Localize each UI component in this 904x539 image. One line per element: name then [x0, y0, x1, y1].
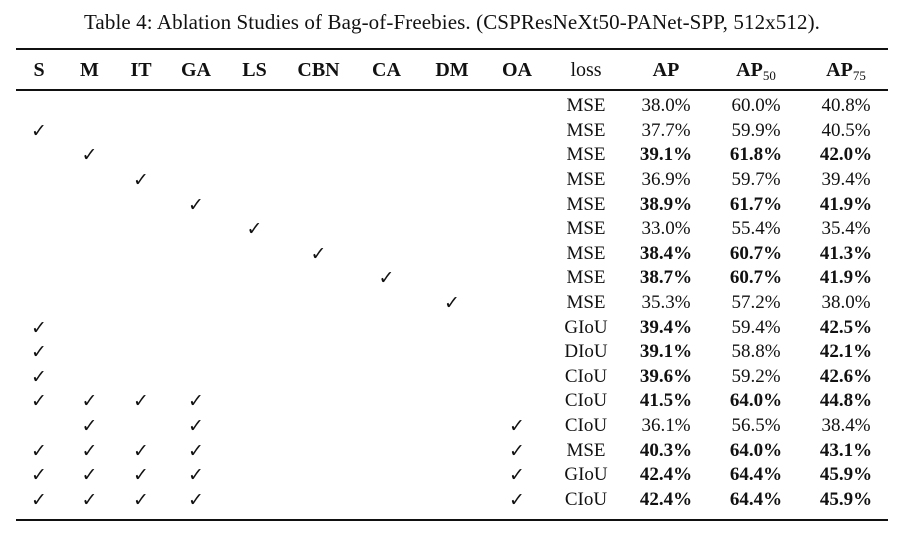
cell-ca-check — [355, 242, 418, 267]
cell-loss: MSE — [566, 169, 606, 191]
cell-ga-check — [165, 365, 227, 390]
cell-dm-check — [418, 192, 486, 217]
cell-ca-check — [355, 463, 418, 488]
cell-dm-check — [418, 242, 486, 267]
cell-ga-check — [165, 291, 227, 316]
cell-dm-check — [418, 389, 486, 414]
cell-ap50: 61.7% — [729, 193, 783, 215]
cell-loss: MSE — [566, 119, 606, 141]
cell-ca-check — [355, 315, 418, 340]
cell-m-check — [62, 291, 117, 316]
cell-it-check — [117, 143, 165, 168]
cell-ap75: 43.1% — [819, 439, 873, 461]
cell-s-check — [16, 87, 62, 119]
cell-ap75: 38.4% — [821, 415, 871, 437]
cell-oa-check — [486, 242, 548, 267]
cell-ga-check — [165, 217, 227, 242]
col-header-dm: DM — [435, 58, 469, 81]
cell-ap75: 41.9% — [819, 193, 873, 215]
cell-ca-check — [355, 119, 418, 144]
cell-m-check — [62, 365, 117, 390]
cell-ap75: 40.8% — [821, 95, 871, 117]
cell-s-check — [16, 217, 62, 242]
cell-m-check — [62, 315, 117, 340]
top-rule — [16, 48, 888, 50]
cell-loss: CIoU — [564, 390, 608, 412]
cell-ap75: 38.0% — [821, 292, 871, 314]
cell-s-check: ✓ — [31, 365, 47, 388]
cell-ls-check — [227, 242, 282, 267]
cell-ap: 39.1% — [639, 144, 693, 166]
cell-ap50: 60.7% — [729, 242, 783, 264]
cell-it-check: ✓ — [133, 390, 149, 413]
cell-m-check: ✓ — [81, 415, 98, 438]
cell-ap: 36.1% — [641, 415, 691, 437]
cell-ap50: 61.8% — [729, 144, 783, 166]
cell-loss: GIoU — [564, 464, 608, 486]
table-row — [16, 266, 888, 291]
cell-m-check — [62, 340, 117, 365]
cell-ap50: 64.0% — [729, 390, 783, 412]
cell-dm-check — [418, 463, 486, 488]
col-header-loss: loss — [570, 58, 602, 81]
cell-m-check — [62, 87, 117, 119]
cell-s-check: ✓ — [31, 390, 47, 413]
cell-s-check: ✓ — [31, 119, 47, 142]
table-row — [16, 119, 888, 144]
cell-it-check — [117, 217, 165, 242]
cell-ap: 38.0% — [641, 95, 691, 117]
cell-oa-check — [486, 192, 548, 217]
cell-ls-check — [227, 438, 282, 463]
cell-it-check — [117, 192, 165, 217]
cell-ap75: 45.9% — [819, 488, 873, 510]
table-row — [16, 168, 888, 193]
cell-ap50: 59.2% — [731, 365, 781, 387]
cell-ga-check — [165, 168, 227, 193]
cell-ap50: 60.7% — [729, 267, 783, 289]
cell-ca-check — [355, 340, 418, 365]
table-row — [16, 217, 888, 242]
cell-ga-check: ✓ — [188, 193, 204, 216]
cell-ap75: 42.1% — [819, 341, 873, 363]
cell-oa-check — [486, 143, 548, 168]
cell-m-check — [62, 266, 117, 291]
cell-cbn-check: ✓ — [310, 242, 327, 265]
cell-ap: 38.7% — [639, 267, 693, 289]
cell-m-check: ✓ — [81, 464, 98, 487]
cell-ga-check — [165, 143, 227, 168]
cell-ap: 41.5% — [639, 390, 693, 412]
cell-ga-check: ✓ — [188, 464, 204, 487]
cell-dm-check — [418, 266, 486, 291]
cell-dm-check — [418, 488, 486, 513]
cell-ap: 37.7% — [641, 119, 691, 141]
cell-ca-check — [355, 192, 418, 217]
cell-ls-check — [227, 192, 282, 217]
cell-ap50: 59.9% — [731, 119, 781, 141]
cell-m-check — [62, 168, 117, 193]
col-header-ca: CA — [372, 58, 401, 81]
cell-dm-check — [418, 315, 486, 340]
table-row — [16, 488, 888, 513]
cell-it-check: ✓ — [133, 439, 149, 462]
cell-ap75: 39.4% — [821, 169, 871, 191]
cell-ap50: 64.0% — [729, 439, 783, 461]
cell-s-check: ✓ — [31, 464, 47, 487]
cell-s-check: ✓ — [31, 341, 47, 364]
cell-oa-check — [486, 340, 548, 365]
table-caption: Table 4: Ablation Studies of Bag-of-Freebies. (CSPResNeXt50-PANet-SPP, 512x512). — [83, 10, 821, 34]
cell-ap50: 59.4% — [731, 316, 781, 338]
cell-ap: 40.3% — [639, 439, 693, 461]
cell-dm-check — [418, 168, 486, 193]
cell-m-check — [62, 217, 117, 242]
cell-s-check — [16, 291, 62, 316]
cell-ga-check — [165, 87, 227, 119]
header-row — [16, 53, 888, 87]
cell-ga-check: ✓ — [188, 415, 204, 438]
cell-oa-check — [486, 168, 548, 193]
cell-ls-check — [227, 488, 282, 513]
col-header-ap75 — [804, 53, 888, 87]
col-header-m: M — [80, 58, 99, 81]
cell-loss: CIoU — [564, 488, 608, 510]
cell-oa-check: ✓ — [509, 464, 525, 487]
cell-ap75: 42.0% — [819, 144, 873, 166]
cell-s-check — [16, 192, 62, 217]
cell-ga-check — [165, 340, 227, 365]
cell-ap75: 42.6% — [819, 365, 873, 387]
cell-ap75: 35.4% — [821, 218, 871, 240]
cell-dm-check — [418, 340, 486, 365]
cell-m-check: ✓ — [81, 144, 98, 167]
col-header-it: IT — [130, 58, 152, 81]
cell-loss: GIoU — [564, 316, 608, 338]
table-row — [16, 315, 888, 340]
cell-ap: 42.4% — [639, 464, 693, 486]
col-header-ga: GA — [181, 58, 211, 81]
cell-s-check: ✓ — [31, 316, 47, 339]
cell-m-check — [62, 119, 117, 144]
cell-ls-check — [227, 315, 282, 340]
ap75-base: AP — [826, 58, 853, 81]
cell-dm-check — [418, 143, 486, 168]
cell-it-check — [117, 365, 165, 390]
cell-ls-check — [227, 463, 282, 488]
cell-ca-check — [355, 488, 418, 513]
ap75-subscript: 75 — [852, 67, 866, 83]
cell-cbn-check — [282, 463, 355, 488]
table-row — [16, 143, 888, 168]
cell-oa-check — [486, 389, 548, 414]
cell-loss: CIoU — [564, 365, 608, 387]
cell-ap: 42.4% — [639, 488, 693, 510]
cell-dm-check — [418, 87, 486, 119]
table-row — [16, 463, 888, 488]
col-header-ls: LS — [242, 58, 267, 81]
cell-ap: 35.3% — [641, 292, 691, 314]
cell-dm-check — [418, 414, 486, 439]
ap50-base: AP — [736, 58, 763, 81]
cell-cbn-check — [282, 266, 355, 291]
cell-ls-check: ✓ — [246, 218, 263, 241]
cell-m-check: ✓ — [81, 390, 98, 413]
cell-cbn-check — [282, 438, 355, 463]
cell-oa-check: ✓ — [509, 439, 525, 462]
cell-ca-check — [355, 143, 418, 168]
cell-oa-check: ✓ — [509, 488, 525, 511]
cell-ls-check — [227, 389, 282, 414]
cell-ga-check: ✓ — [188, 439, 204, 462]
cell-cbn-check — [282, 143, 355, 168]
ablation-table — [16, 53, 888, 512]
cell-loss: DIoU — [564, 341, 608, 363]
cell-s-check: ✓ — [31, 439, 47, 462]
cell-ga-check — [165, 242, 227, 267]
cell-ca-check — [355, 217, 418, 242]
cell-cbn-check — [282, 291, 355, 316]
cell-ga-check — [165, 315, 227, 340]
cell-it-check: ✓ — [133, 169, 149, 192]
cell-oa-check — [486, 315, 548, 340]
cell-loss: MSE — [566, 193, 606, 215]
cell-ls-check — [227, 168, 282, 193]
cell-loss: MSE — [566, 144, 606, 166]
table-row — [16, 242, 888, 267]
cell-ap50: 55.4% — [731, 218, 781, 240]
cell-s-check — [16, 414, 62, 439]
cell-ap75: 41.3% — [819, 242, 873, 264]
cell-loss: MSE — [566, 267, 606, 289]
cell-ca-check — [355, 168, 418, 193]
col-header-cbn: CBN — [297, 58, 340, 81]
cell-ls-check — [227, 365, 282, 390]
cell-oa-check — [486, 266, 548, 291]
col-header-s: S — [33, 58, 45, 81]
cell-it-check — [117, 266, 165, 291]
cell-cbn-check — [282, 119, 355, 144]
cell-s-check — [16, 143, 62, 168]
cell-it-check — [117, 119, 165, 144]
table-row — [16, 365, 888, 390]
cell-oa-check — [486, 217, 548, 242]
cell-ca-check — [355, 438, 418, 463]
cell-ca-check — [355, 389, 418, 414]
cell-ls-check — [227, 87, 282, 119]
cell-cbn-check — [282, 488, 355, 513]
cell-oa-check — [486, 291, 548, 316]
cell-ap75: 42.5% — [819, 316, 873, 338]
cell-ap: 38.4% — [639, 242, 693, 264]
cell-ls-check — [227, 266, 282, 291]
cell-dm-check — [418, 438, 486, 463]
cell-ga-check — [165, 266, 227, 291]
cell-dm-check — [418, 119, 486, 144]
cell-loss: MSE — [566, 95, 606, 117]
cell-s-check — [16, 168, 62, 193]
cell-cbn-check — [282, 168, 355, 193]
table-row — [16, 389, 888, 414]
cell-ap50: 56.5% — [731, 415, 781, 437]
cell-loss: CIoU — [564, 415, 608, 437]
cell-ap50: 64.4% — [729, 488, 783, 510]
col-header-oa: OA — [502, 58, 532, 81]
cell-m-check: ✓ — [81, 439, 98, 462]
cell-ap75: 40.5% — [821, 119, 871, 141]
cell-cbn-check — [282, 389, 355, 414]
cell-ap50: 60.0% — [731, 95, 781, 117]
cell-ap: 33.0% — [641, 218, 691, 240]
cell-ap50: 58.8% — [731, 341, 781, 363]
cell-ca-check — [355, 87, 418, 119]
cell-ls-check — [227, 414, 282, 439]
cell-ga-check — [165, 119, 227, 144]
cell-oa-check — [486, 119, 548, 144]
cell-ls-check — [227, 340, 282, 365]
cell-cbn-check — [282, 340, 355, 365]
cell-ap: 36.9% — [641, 169, 691, 191]
cell-ga-check: ✓ — [188, 488, 204, 511]
col-header-ap50 — [708, 53, 804, 87]
cell-ap50: 57.2% — [731, 292, 781, 314]
cell-it-check — [117, 242, 165, 267]
cell-ap: 39.4% — [639, 316, 693, 338]
cell-it-check — [117, 87, 165, 119]
cell-cbn-check — [282, 315, 355, 340]
cell-ap: 39.6% — [639, 365, 693, 387]
cell-loss: MSE — [566, 218, 606, 240]
cell-s-check — [16, 242, 62, 267]
col-header-ap: AP — [652, 58, 680, 81]
cell-it-check — [117, 340, 165, 365]
table-row — [16, 438, 888, 463]
cell-loss: MSE — [566, 439, 606, 461]
cell-cbn-check — [282, 192, 355, 217]
cell-cbn-check — [282, 217, 355, 242]
bottom-rule — [16, 519, 888, 521]
cell-ca-check — [355, 365, 418, 390]
cell-s-check — [16, 266, 62, 291]
cell-ls-check — [227, 291, 282, 316]
cell-cbn-check — [282, 87, 355, 119]
cell-ca-check — [355, 291, 418, 316]
cell-dm-check — [418, 365, 486, 390]
cell-it-check: ✓ — [133, 488, 149, 511]
cell-ls-check — [227, 119, 282, 144]
cell-cbn-check — [282, 365, 355, 390]
table-row — [16, 192, 888, 217]
cell-ap50: 64.4% — [729, 464, 783, 486]
cell-m-check — [62, 192, 117, 217]
cell-loss: MSE — [566, 242, 606, 264]
cell-ap75: 44.8% — [819, 390, 873, 412]
cell-oa-check: ✓ — [509, 415, 525, 438]
cell-ap: 39.1% — [639, 341, 693, 363]
cell-it-check — [117, 315, 165, 340]
cell-it-check: ✓ — [133, 464, 149, 487]
cell-oa-check — [486, 365, 548, 390]
table-row — [16, 87, 888, 119]
cell-oa-check — [486, 87, 548, 119]
cell-m-check — [62, 242, 117, 267]
cell-dm-check — [418, 217, 486, 242]
table-row — [16, 291, 888, 316]
table-row — [16, 340, 888, 365]
cell-m-check: ✓ — [81, 488, 98, 511]
cell-ca-check — [355, 414, 418, 439]
table-row — [16, 414, 888, 439]
ap50-subscript: 50 — [762, 67, 776, 83]
cell-it-check — [117, 291, 165, 316]
cell-ap50: 59.7% — [731, 169, 781, 191]
cell-it-check — [117, 414, 165, 439]
cell-cbn-check — [282, 414, 355, 439]
cell-loss: MSE — [566, 292, 606, 314]
cell-ls-check — [227, 143, 282, 168]
table-body — [16, 87, 888, 512]
cell-dm-check: ✓ — [444, 292, 460, 315]
cell-ga-check: ✓ — [188, 390, 204, 413]
cell-ca-check: ✓ — [378, 267, 395, 290]
cell-ap75: 41.9% — [819, 267, 873, 289]
cell-ap75: 45.9% — [819, 464, 873, 486]
cell-ap: 38.9% — [639, 193, 693, 215]
cell-s-check: ✓ — [31, 488, 47, 511]
